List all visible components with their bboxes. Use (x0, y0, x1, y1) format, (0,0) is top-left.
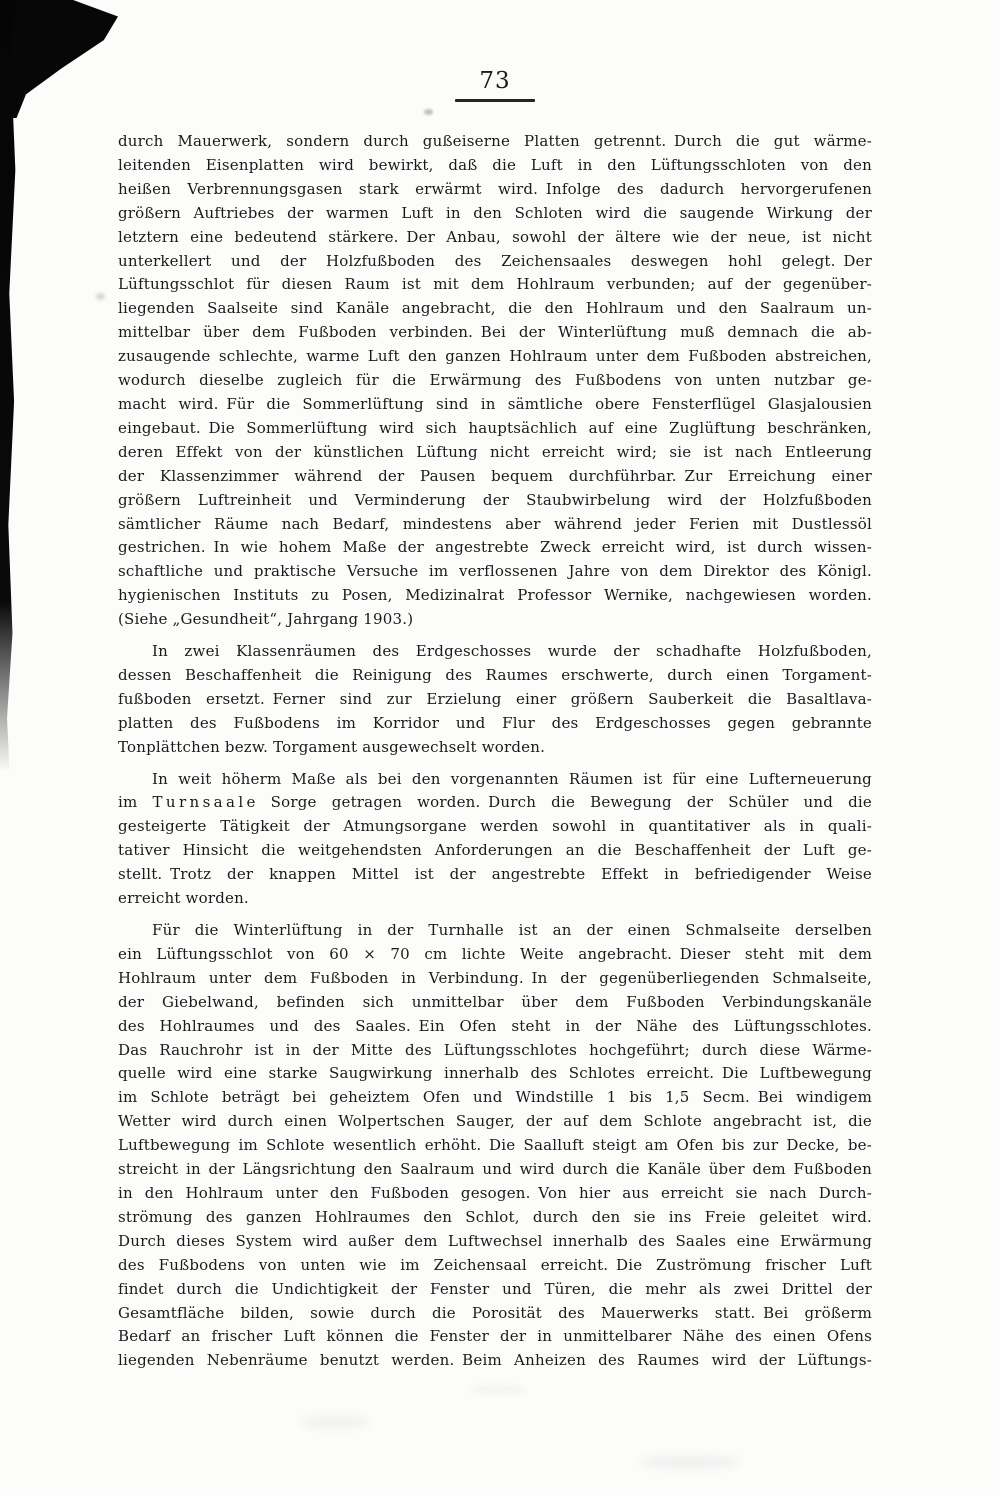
text-line: größern Luftreinheit und Verminderung der Staubwirbelung wird der Holzfußboden (118, 490, 872, 509)
text-line: wodurch dieselbe zugleich für die Erwärmung des Fußbodens von unten nutzbar ge- (118, 371, 872, 390)
body-text (118, 130, 872, 1373)
text-line: der Klassenzimmer während der Pausen bequem durchführbar. Zur Erreichung einer (118, 466, 872, 485)
text-line: Hohlraum unter dem Fußboden in Verbindung. In der gegenüberliegenden Schmalseite, (118, 968, 872, 987)
text-line: (Siehe „Gesundheit“, Jahrgang 1903.) (118, 610, 414, 629)
page-number-underline (455, 99, 535, 102)
scan-smudge (96, 293, 105, 300)
text-line: Tonplättchen bezw. Torgament ausgewechselt worden. (118, 737, 546, 756)
text-line: Durch dieses System wird außer dem Luftwechsel innerhalb des Saales eine Erwärmung (118, 1231, 872, 1250)
text-line: im T u r n s a a l e Sorge getragen worden. Durch die Bewegung der Schüler und die (118, 793, 872, 812)
text-line: erreicht worden. (118, 889, 249, 908)
text-line: tativer Hinsicht die weitgehendsten Anforderungen an die Beschaffenheit der Luft ge- (118, 841, 872, 860)
text-line: durch Mauerwerk, sondern durch gußeiserne Platten getrennt. Durch die gut wärme- (118, 132, 872, 150)
scan-smudge (424, 109, 433, 115)
text-line: hygienischen Instituts zu Posen, Medizinalrat Professor Wernike, nachgewiesen worden. (118, 586, 872, 605)
text-line: In zwei Klassenräumen des Erdgeschosses wurde der schadhafte Holzfußboden, (152, 642, 872, 661)
text-line: leitenden Eisenplatten wird bewirkt, daß die Luft in den Lüftungsschloten von den (118, 155, 872, 174)
text-line: dessen Beschaffenheit die Reinigung des Raumes erschwerte, durch einen Torgament- (118, 665, 872, 684)
text-line: Wetter wird durch einen Wolpertschen Sauger, der auf dem Schlote angebracht ist, die (118, 1112, 872, 1131)
text-line: sämtlicher Räume nach Bedarf, mindestens aber während jeder Ferien mit Dustlessöl (118, 514, 872, 533)
text-line: deren Effekt von der künstlichen Lüftung nicht erreicht wird; sie ist nach Entleerung (118, 442, 872, 461)
text-line: findet durch die Undichtigkeit der Fenster und Türen, die mehr als zwei Drittel der (118, 1279, 872, 1298)
scan-smudge (640, 1455, 740, 1469)
text-line: quelle wird eine starke Saugwirkung innerhalb des Schlotes erreicht. Die Luftbewegung (118, 1064, 872, 1083)
text-line: Gesamtfläche bilden, sowie durch die Porosität des Mauerwerks statt. Bei größerm (118, 1303, 872, 1322)
text-line: eingebaut. Die Sommerlüftung wird sich hauptsächlich auf eine Zuglüftung beschränken, (118, 418, 872, 437)
text-line: mittelbar über dem Fußboden verbinden. Bei der Winterlüftung muß demnach die ab- (118, 323, 872, 342)
text-line: macht wird. Für die Sommerlüftung sind in sämtliche obere Fensterflügel Glasjalousien (118, 394, 872, 413)
page-number: 73 (479, 68, 511, 94)
paragraph (118, 919, 872, 1373)
scan-smudge (470, 1385, 526, 1395)
text-line: des Hohlraumes und des Saales. Ein Ofen steht in der Nähe des Lüftungsschlotes. (118, 1016, 872, 1035)
text-line: ein Lüftungsschlot von 60 × 70 cm lichte Weite angebracht. Dieser steht mit dem (118, 944, 872, 963)
text-line: Lüftungsschlot für diesen Raum ist mit dem Hohlraum verbunden; auf der gegenüber- (118, 275, 872, 294)
text-line: stellt. Trotz der knappen Mittel ist der angestrebte Effekt in befriedigender Weise (118, 865, 872, 884)
text-line: letztern eine bedeutend stärkere. Der Anbau, sowohl der ältere wie der neue, ist nicht (118, 227, 872, 246)
text-line: gesteigerte Tätigkeit der Atmungsorgane werden sowohl in quantitativer als in quali- (118, 817, 872, 836)
text-line: Das Rauchrohr ist in der Mitte des Lüftungsschlotes hochgeführt; durch diese Wärme- (118, 1040, 872, 1059)
text-line: Für die Winterlüftung in der Turnhalle ist an der einen Schmalseite derselben (152, 921, 872, 939)
scan-border-top-left (0, 0, 118, 118)
text-line: im Schlote beträgt bei geheiztem Ofen und Windstille 1 bis 1,5 Secm. Bei windigem (118, 1088, 872, 1107)
text-line: zusaugende schlechte, warme Luft den ganzen Hohlraum unter dem Fußboden abstreichen, (118, 347, 872, 366)
text-line: des Fußbodens von unten wie im Zeichensaal erreicht. Die Zuströmung frischer Luft (118, 1255, 872, 1274)
text-line: liegenden Saalseite sind Kanäle angebracht, die den Hohlraum und den Saalraum un- (118, 299, 872, 318)
text-line: unterkellert und der Holzfußboden des Zeichensaales deswegen hohl gelegt. Der (118, 251, 872, 270)
scan-smudge (300, 1415, 370, 1429)
paragraph (118, 768, 872, 911)
text-line: In weit höherm Maße als bei den vorgenannten Räumen ist für eine Lufterneuerung (152, 769, 872, 788)
text-line: in den Hohlraum unter den Fußboden gesogen. Von hier aus erreicht sie nach Durch- (118, 1183, 872, 1202)
text-line: schaftliche und praktische Versuche im verflossenen Jahre von dem Direktor des Königl. (118, 562, 872, 581)
text-line: heißen Verbrennungsgasen stark erwärmt wird. Infolge des dadurch hervorgerufenen (118, 179, 872, 198)
text-line: fußboden ersetzt. Ferner sind zur Erzielung einer größern Sauberkeit die Basaltlava- (118, 689, 872, 708)
text-line: Bedarf an frischer Luft können die Fenster der in unmittelbarer Nähe des einen Ofens (118, 1327, 872, 1346)
text-line: der Giebelwand, befinden sich unmittelbar über dem Fußboden Verbindungskanäle (118, 992, 872, 1011)
text-line: platten des Fußbodens im Korridor und Flur des Erdgeschosses gegen gebrannte (118, 713, 872, 732)
text-line: streicht in der Längsrichtung den Saalraum und wird durch die Kanäle über dem Fußboden (118, 1160, 872, 1179)
text-line: Luftbewegung im Schlote wesentlich erhöht. Die Saalluft steigt am Ofen bis zur Decke, be- (118, 1136, 872, 1155)
paragraph (118, 640, 872, 760)
text-line: liegenden Nebenräume benutzt werden. Beim Anheizen des Raumes wird der Lüftungs- (118, 1351, 872, 1370)
text-line: gestrichen. In wie hohem Maße der angestrebte Zweck erreicht wird, ist durch wissen- (118, 538, 872, 557)
text-line: strömung des ganzen Hohlraumes den Schlot, durch den sie ins Freie geleitet wird. (118, 1207, 872, 1226)
paragraph (118, 130, 872, 632)
text-line: größern Auftriebes der warmen Luft in den Schloten wird die saugende Wirkung der (118, 203, 872, 222)
page-header (118, 68, 872, 102)
